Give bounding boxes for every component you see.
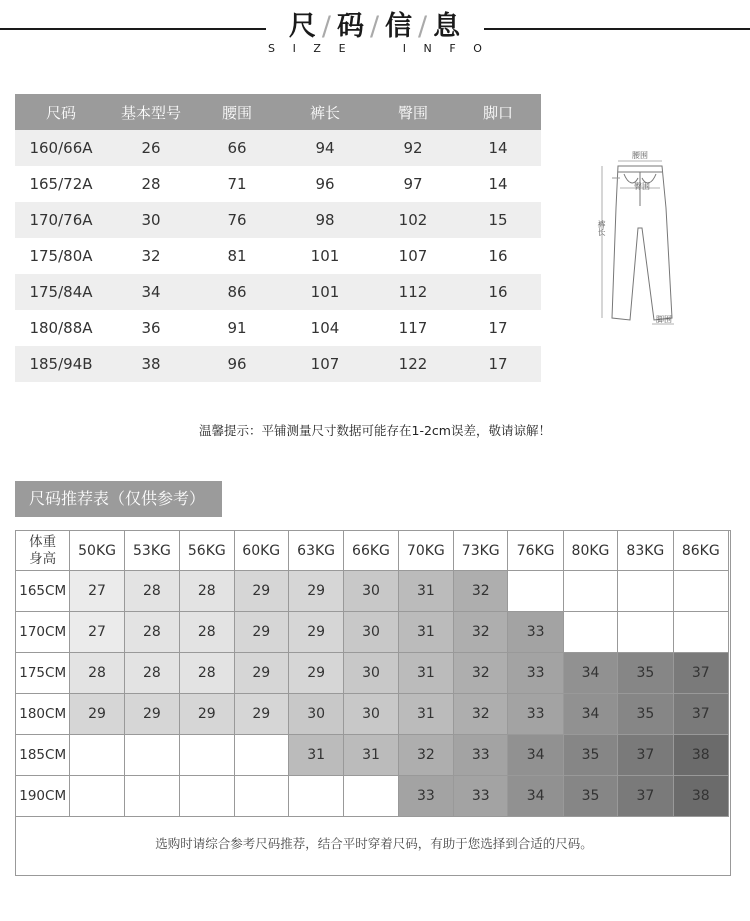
size-recommend-cell: 29 <box>180 694 234 735</box>
header-cell: 臀围 <box>397 103 428 122</box>
weight-header-cell: 80KG <box>563 531 617 571</box>
size-recommend-cell: 29 <box>234 694 288 735</box>
size-recommend-cell <box>344 776 398 817</box>
size-recommend-cell: 35 <box>563 776 617 817</box>
size-recommend-cell: 28 <box>124 612 179 653</box>
size-recommend-cell: 37 <box>618 776 673 817</box>
size-recommend-cell: 34 <box>563 653 617 694</box>
height-row <box>16 694 729 735</box>
size-recommend-cell <box>234 776 288 817</box>
size-recommend-cell <box>673 612 728 653</box>
size-table-cell: 92 <box>403 139 423 157</box>
size-recommend-cell: 30 <box>344 571 398 612</box>
size-table-cell: 36 <box>141 319 161 337</box>
size-table-cell: 98 <box>315 211 335 229</box>
size-recommend-cell <box>288 776 343 817</box>
size-recommend-cell <box>618 571 673 612</box>
size-table-cell: 15 <box>488 211 508 229</box>
header-cell: 腰围 <box>221 103 252 122</box>
height-header-cell: 175CM <box>16 653 70 694</box>
size-table-cell: 96 <box>227 355 247 373</box>
size-recommend-cell: 33 <box>508 653 563 694</box>
height-header-cell: 190CM <box>16 776 70 817</box>
size-recommend-cell: 29 <box>288 571 343 612</box>
size-table-cell: 165/72A <box>29 175 93 193</box>
length-label: 裤长 <box>597 220 606 236</box>
recommend-title: 尺码推荐表（仅供参考） <box>15 481 222 517</box>
size-recommend-cell: 28 <box>180 612 234 653</box>
size-recommend-cell <box>563 612 617 653</box>
size-recommend-cell <box>124 776 179 817</box>
size-recommend-cell: 33 <box>508 612 563 653</box>
height-header-cell: 170CM <box>16 612 70 653</box>
size-table-row <box>15 166 541 202</box>
size-recommend-cell: 32 <box>454 612 508 653</box>
weight-header-cell: 63KG <box>288 531 343 571</box>
size-table-row <box>15 130 541 166</box>
size-recommend-cell: 37 <box>618 735 673 776</box>
size-table-cell: 175/84A <box>29 283 93 301</box>
header-cell: 脚口 <box>482 103 513 122</box>
size-recommend-cell: 29 <box>124 694 179 735</box>
subtitle-letter: N <box>423 42 432 55</box>
size-table-cell: 14 <box>488 175 508 193</box>
title-char: 码 <box>336 11 365 42</box>
size-table-cell: 16 <box>488 283 508 301</box>
size-recommend-cell: 30 <box>344 653 398 694</box>
weight-header-cell: 83KG <box>618 531 673 571</box>
size-recommend-cell: 34 <box>508 735 563 776</box>
size-recommend-cell: 32 <box>398 735 453 776</box>
size-recommend-cell: 37 <box>673 694 728 735</box>
size-recommend-cell <box>563 571 617 612</box>
size-table-header <box>15 94 541 130</box>
size-recommend-cell <box>180 735 234 776</box>
size-table-cell: 107 <box>310 355 340 373</box>
size-table-cell: 26 <box>141 139 161 157</box>
weight-header-cell: 86KG <box>673 531 728 571</box>
size-table-cell: 122 <box>398 355 428 373</box>
size-recommend-cell: 31 <box>398 653 453 694</box>
subtitle-letter: F <box>449 42 456 55</box>
size-recommend-cell: 30 <box>288 694 343 735</box>
height-header-cell: 165CM <box>16 571 70 612</box>
measurement-note: 温馨提示：平铺测量尺寸数据可能存在1-2cm误差，敬请谅解！ <box>199 423 551 438</box>
size-recommend-cell: 29 <box>234 612 288 653</box>
size-table-cell: 38 <box>141 355 161 373</box>
size-table-cell: 107 <box>398 247 428 265</box>
height-row <box>16 612 729 653</box>
height-row <box>16 571 729 612</box>
size-recommend-cell: 37 <box>673 653 728 694</box>
weight-header-cell: 60KG <box>234 531 288 571</box>
size-recommend-cell: 31 <box>398 612 453 653</box>
weight-header-cell: 73KG <box>454 531 508 571</box>
size-table-cell: 180/88A <box>29 319 93 337</box>
size-recommend-cell <box>234 735 288 776</box>
size-table-cell: 117 <box>398 319 428 337</box>
size-recommend-cell: 30 <box>344 612 398 653</box>
size-table <box>15 94 541 382</box>
hip-label: 臀围 <box>634 182 650 191</box>
height-header-cell: 185CM <box>16 735 70 776</box>
weight-header-cell: 76KG <box>508 531 563 571</box>
size-recommend-cell: 31 <box>398 694 453 735</box>
size-table-cell: 170/76A <box>29 211 93 229</box>
size-table-row <box>15 346 541 382</box>
weight-header-cell: 66KG <box>344 531 398 571</box>
recommend-footer: 选购时请综合参考尺码推荐，结合平时穿着尺码，有助于您选择到合适的尺码。 <box>155 836 593 851</box>
size-recommend-cell <box>673 571 728 612</box>
page-title: 尺 / 码 / 信 / 息 <box>288 11 462 42</box>
size-recommend-cell: 29 <box>288 612 343 653</box>
header-cell: 基本型号 <box>120 103 181 122</box>
size-recommend-cell <box>508 571 563 612</box>
size-recommend-cell: 28 <box>124 653 179 694</box>
size-table-cell: 71 <box>227 175 247 193</box>
size-table-cell: 94 <box>315 139 335 157</box>
size-recommend-cell: 31 <box>398 571 453 612</box>
size-recommend-cell: 27 <box>70 571 124 612</box>
size-table-cell: 101 <box>310 247 340 265</box>
size-recommend-cell: 33 <box>454 735 508 776</box>
size-table-cell: 32 <box>141 247 161 265</box>
weight-header-cell: 56KG <box>180 531 234 571</box>
size-recommend-cell: 33 <box>454 776 508 817</box>
size-recommend-cell: 34 <box>563 694 617 735</box>
size-table-cell: 17 <box>488 319 508 337</box>
header-cell: 裤长 <box>309 103 340 122</box>
size-recommend-cell: 32 <box>454 653 508 694</box>
height-row <box>16 653 729 694</box>
subtitle-letter: S <box>268 42 275 55</box>
size-recommend-cell: 31 <box>288 735 343 776</box>
height-header-cell: 180CM <box>16 694 70 735</box>
size-recommend-cell: 28 <box>180 653 234 694</box>
size-table-cell: 16 <box>488 247 508 265</box>
page-subtitle <box>268 42 482 55</box>
size-recommend-cell: 28 <box>70 653 124 694</box>
size-recommend-cell: 32 <box>454 571 508 612</box>
size-recommend-cell: 31 <box>344 735 398 776</box>
size-recommend-cell: 38 <box>673 776 728 817</box>
size-recommend-cell: 34 <box>508 776 563 817</box>
weight-header-cell: 50KG <box>70 531 124 571</box>
size-table-cell: 14 <box>488 139 508 157</box>
header-cell: 尺码 <box>45 103 76 122</box>
title-char: 尺 <box>288 11 317 42</box>
size-table-cell: 104 <box>310 319 340 337</box>
size-recommend-cell: 35 <box>563 735 617 776</box>
size-recommend-cell: 29 <box>70 694 124 735</box>
size-table-cell: 30 <box>141 211 161 229</box>
size-table-cell: 185/94B <box>29 355 93 373</box>
weight-header-cell: 53KG <box>124 531 179 571</box>
weight-header-row <box>16 531 729 571</box>
size-recommend-cell: 28 <box>180 571 234 612</box>
size-recommend-cell <box>180 776 234 817</box>
subtitle-letter: O <box>473 42 482 55</box>
size-table-cell: 102 <box>398 211 428 229</box>
size-table-cell: 101 <box>310 283 340 301</box>
size-table-cell: 96 <box>315 175 335 193</box>
size-table-cell: 175/80A <box>29 247 93 265</box>
size-table-cell: 91 <box>227 319 247 337</box>
height-row <box>16 735 729 776</box>
subtitle-letter: E <box>338 42 346 55</box>
recommend-table <box>15 530 731 876</box>
size-table-cell: 76 <box>227 211 247 229</box>
pants-outline-icon <box>590 148 690 328</box>
size-table-cell: 28 <box>141 175 161 193</box>
title-char: 息 <box>433 11 462 42</box>
corner-cell <box>16 531 70 571</box>
size-recommend-cell <box>124 735 179 776</box>
size-table-cell: 34 <box>141 283 161 301</box>
size-recommend-cell: 33 <box>398 776 453 817</box>
size-table-cell: 66 <box>227 139 247 157</box>
size-table-cell: 81 <box>227 247 247 265</box>
size-recommend-cell <box>70 735 124 776</box>
size-recommend-cell: 29 <box>234 571 288 612</box>
corner-weight-label: 体重 <box>29 533 57 550</box>
waist-label: 腰围 <box>632 151 648 160</box>
size-recommend-cell <box>618 612 673 653</box>
size-recommend-cell: 30 <box>344 694 398 735</box>
corner-height-label: 身高 <box>29 550 57 567</box>
size-recommend-cell: 28 <box>124 571 179 612</box>
subtitle-letter: I <box>292 42 296 55</box>
size-recommend-cell: 29 <box>288 653 343 694</box>
size-table-cell: 160/66A <box>29 139 93 157</box>
size-recommend-cell: 35 <box>618 694 673 735</box>
size-table-row <box>15 274 541 310</box>
size-recommend-cell: 27 <box>70 612 124 653</box>
size-table-cell: 97 <box>403 175 423 193</box>
size-recommend-cell <box>70 776 124 817</box>
size-table-cell: 112 <box>398 283 428 301</box>
size-table-row <box>15 202 541 238</box>
size-recommend-cell: 35 <box>618 653 673 694</box>
subtitle-letter: Z <box>313 42 321 55</box>
title-char: 信 <box>385 11 414 42</box>
size-recommend-cell: 33 <box>508 694 563 735</box>
size-table-cell: 86 <box>227 283 247 301</box>
size-recommend-cell: 29 <box>234 653 288 694</box>
weight-header-cell: 70KG <box>398 531 453 571</box>
height-row <box>16 776 729 817</box>
size-table-cell: 17 <box>488 355 508 373</box>
size-recommend-cell: 32 <box>454 694 508 735</box>
hem-label: 脚围 <box>656 315 672 324</box>
size-recommend-cell: 38 <box>673 735 728 776</box>
subtitle-letter: I <box>402 42 406 55</box>
size-table-row <box>15 238 541 274</box>
size-table-row <box>15 310 541 346</box>
pants-diagram <box>590 148 690 328</box>
